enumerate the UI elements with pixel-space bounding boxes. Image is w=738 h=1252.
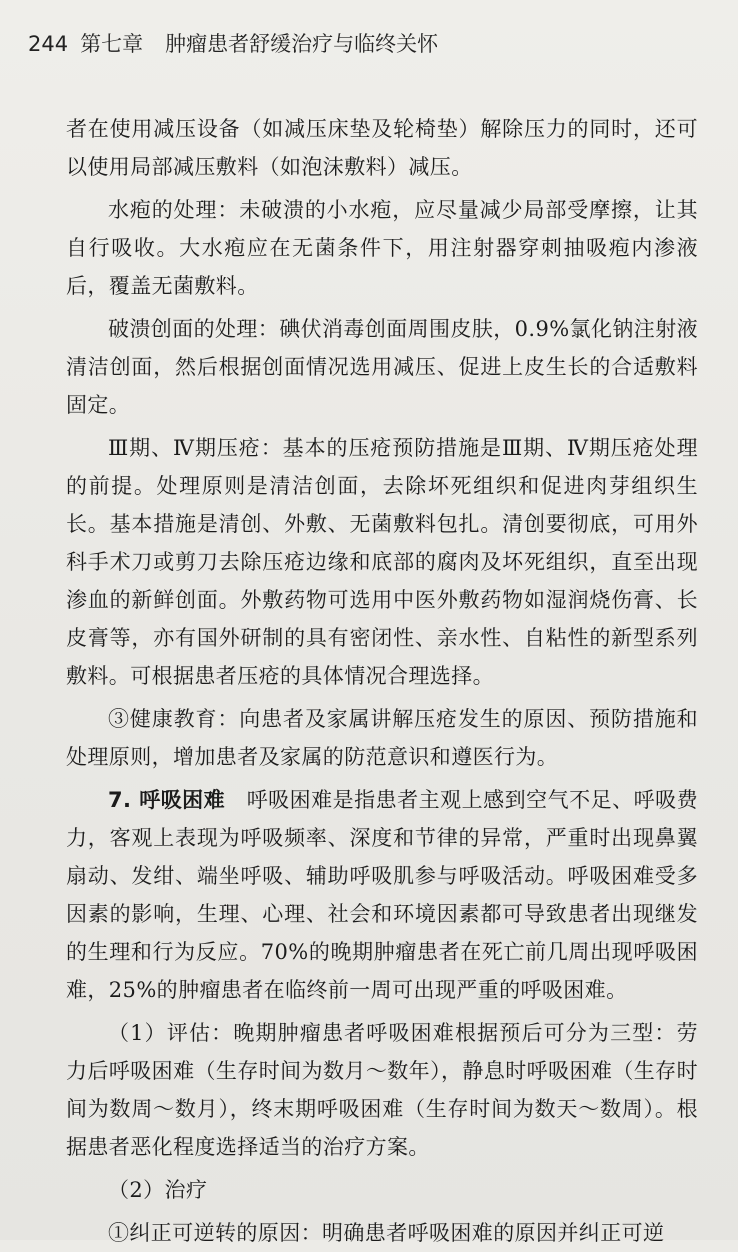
page-body <box>28 110 698 1252</box>
paragraph-treatment-heading: （2）治疗 <box>108 1178 208 1202</box>
chapter-title: 肿瘤患者舒缓治疗与临终关怀 <box>165 32 439 56</box>
paragraph-continued: 者在使用减压设备（如减压床垫及轮椅垫）解除压力的同时，还可以使用局部减压敷料（如泡沫敷料）减压。 <box>66 117 698 179</box>
paragraph-health-education: ③健康教育：向患者及家属讲解压疮发生的原因、预防措施和处理原则，增加患者及家属的防范意识和遵医行为。 <box>66 707 698 769</box>
dyspnea-text: 呼吸困难是指患者主观上感到空气不足、呼吸费力，客观上表现为呼吸频率、深度和节律的异常，严重时出现鼻翼扇动、发绀、端坐呼吸、辅助呼吸肌参与呼吸活动。呼吸困难受多因素的影响，生理、心理、社会和环境因素都可导致患者出现继发的生理和行为反应。70%的晚期肿瘤患者在死亡前几周出现呼吸困难，25%的肿瘤患者在临终前一周可出现严重的呼吸困难。 <box>66 788 698 1002</box>
section-heading-dyspnea: 7. 呼吸困难 <box>108 788 226 812</box>
paragraph-stage-3-4: Ⅲ期、Ⅳ期压疮：基本的压疮预防措施是Ⅲ期、Ⅳ期压疮处理的前提。处理原则是清洁创面，去除坏死组织和促进肉芽组织生长。基本措施是清创、外敷、无菌敷料包扎。清创要彻底，可用外科手术刀或剪刀去除压疮边缘和底部的腐肉及坏死组织，直至出现渗血的新鲜创面。外敷药物可选用中医外敷药物如湿润烧伤膏、长皮膏等，亦有国外研制的具有密闭性、亲水性、自粘性的新型系列敷料。可根据患者压疮的具体情况合理选择。 <box>66 436 698 688</box>
paragraph-wound-care: 破溃创面的处理：碘伏消毒创面周围皮肤，0.9%氯化钠注射液清洁创面，然后根据创面情况选用减压、促进上皮生长的合适敷料固定。 <box>66 317 698 417</box>
paragraph-dyspnea <box>66 781 698 1009</box>
paragraph-blister-care: 水疱的处理：未破溃的小水疱，应尽量减少局部受摩擦，让其自行吸收。大水疱应在无菌条件下，用注射器穿刺抽吸疱内渗液后，覆盖无菌敷料。 <box>66 198 698 298</box>
chapter-label: 第七章 <box>80 32 144 56</box>
page-number: 244 <box>28 32 69 56</box>
running-header <box>28 28 698 68</box>
paragraph-treatment-1: ①纠正可逆转的原因：明确患者呼吸困难的原因并纠正可逆 <box>108 1221 665 1245</box>
spacer <box>225 788 247 812</box>
paragraph-assessment: （1）评估：晚期肿瘤患者呼吸困难根据预后可分为三型：劳力后呼吸困难（生存时间为数月～数年），静息时呼吸困难（生存时间为数周～数月），终末期呼吸困难（生存时间为数天～数周）。根据患者恶化程度选择适当的治疗方案。 <box>66 1021 698 1159</box>
